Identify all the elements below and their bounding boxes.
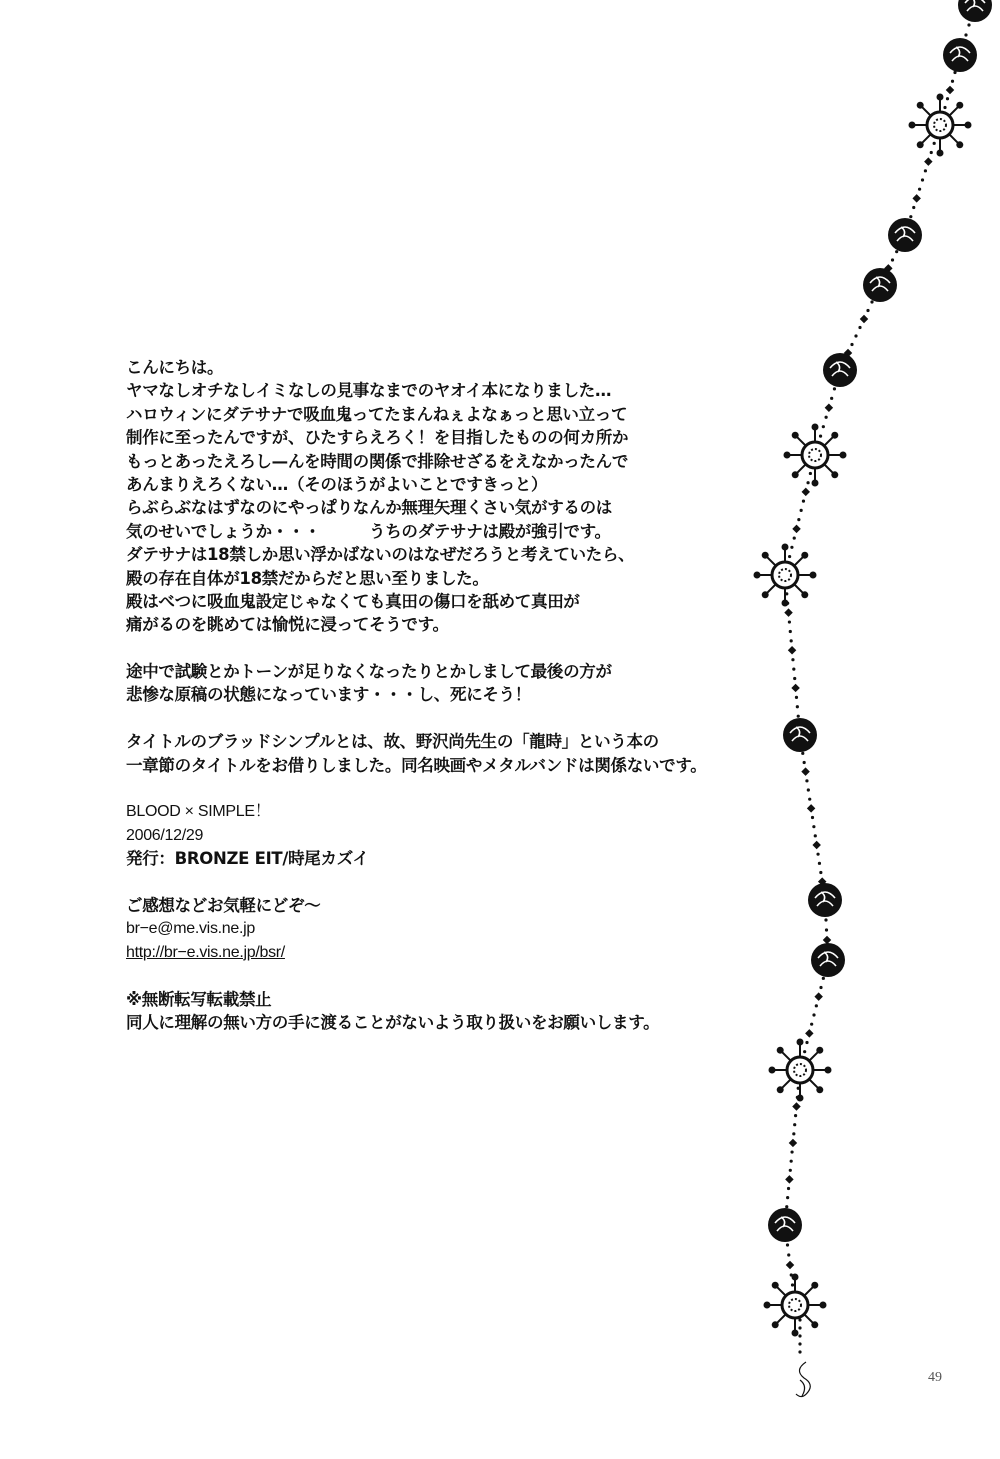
snowflake-tip <box>820 1302 827 1309</box>
snowflake-tip <box>801 591 808 598</box>
chain-dot <box>812 825 815 828</box>
chain-dot <box>807 788 810 791</box>
chain-diamond <box>789 1139 797 1147</box>
chain-dot <box>793 677 796 680</box>
snowflake-tip <box>956 141 963 148</box>
chain-dot <box>854 334 857 337</box>
snowflake-tip <box>909 122 916 129</box>
snowflake-tip <box>831 471 838 478</box>
chain-diamond <box>788 646 796 654</box>
chain-diamond <box>860 315 868 323</box>
afterword-line: ヤマなしオチなしイミなしの見事なまでのヤオイ本になりました… <box>126 381 612 401</box>
afterword-line: こんにちは。 <box>126 358 224 377</box>
rose-icon <box>783 718 817 752</box>
chain-dot <box>825 416 828 419</box>
chain-diamond <box>805 1029 813 1037</box>
snowflake-tip <box>782 600 789 607</box>
chain-dot <box>924 169 927 172</box>
snowflake-tip <box>811 1282 818 1289</box>
chain-dot <box>795 696 798 699</box>
snowflake-tip <box>811 1321 818 1328</box>
chain-dot <box>918 188 921 191</box>
snowflake-tip <box>782 544 789 551</box>
snowflake-tip <box>762 591 769 598</box>
chain-dot <box>788 555 791 558</box>
snowflake-icon <box>927 112 953 138</box>
chain-diamond <box>792 525 800 533</box>
chain-diamond <box>807 804 815 812</box>
snowflake-tip <box>831 432 838 439</box>
snowflake-tip <box>825 1067 832 1074</box>
snowflake-tip <box>792 471 799 478</box>
afterword-line: 殿の存在自体が18禁だからだと思い至りました。 <box>126 568 489 588</box>
chain-dot <box>909 215 912 218</box>
afterword-line: タイトルのブラッドシンプルとは、故、野沢尚先生の「龍時」という本の <box>126 732 659 752</box>
snowflake-tip <box>937 94 944 101</box>
snowflake-tip <box>777 1086 784 1093</box>
chain-dot <box>797 518 800 521</box>
chain-dot <box>808 798 811 801</box>
afterword-line: 制作に至ったんですが、ひたすらえろく！を目指したものの何カ所か <box>126 428 629 448</box>
afterword-line: ダテサナは18禁しか思い浮かばないのはなぜだろうと考えていたら、 <box>126 545 635 565</box>
afterword-line: ハロウィンにダテサナで吸血鬼ってたまんねぇよなぁっと思い立って <box>126 404 628 424</box>
snowflake-tip <box>772 1321 779 1328</box>
chain-dot <box>803 1050 806 1053</box>
chain-dot <box>798 1350 801 1353</box>
chain-dot <box>805 779 808 782</box>
copyright-notice-heading: ※無断転写転載禁止 <box>126 989 272 1009</box>
chain-dot <box>930 151 933 154</box>
chain-dot <box>802 500 805 503</box>
snowflake-tip <box>792 1330 799 1337</box>
snowflake-tip <box>777 1047 784 1054</box>
chain-dot <box>946 97 949 100</box>
rose-icon <box>808 883 842 917</box>
chain-dot <box>798 1326 801 1329</box>
chain-diamond <box>823 936 831 944</box>
chain-diamond <box>791 684 799 692</box>
chain-dot <box>967 23 970 26</box>
snowflake-tip <box>816 1047 823 1054</box>
chain-dot <box>789 630 792 633</box>
snowflake-tip <box>772 1282 779 1289</box>
chain-dot <box>964 33 967 36</box>
copyright-notice-body: 同人に理解の無い方の手に渡ることがないよう取り扱いをお願いします。 <box>126 1012 660 1032</box>
snowflake-tip <box>956 102 963 109</box>
chain-dot <box>803 761 806 764</box>
snowflake-tip <box>797 1095 804 1102</box>
chain-dot <box>912 206 915 209</box>
book-title: BLOOD × SIMPLE！ <box>126 803 271 821</box>
snowflake-tip <box>937 150 944 157</box>
chain-dot <box>810 1023 813 1026</box>
page-number: 49 <box>928 1370 942 1385</box>
chain-diamond <box>784 608 792 616</box>
chain-dot <box>819 435 822 438</box>
chain-dot <box>833 387 836 390</box>
snowflake-tip <box>917 141 924 148</box>
chain-dot <box>790 639 793 642</box>
chain-dot <box>790 546 793 549</box>
feedback-prompt: ご感想などお気軽にどぞ～ <box>126 895 321 915</box>
snowflake-tip <box>810 572 817 579</box>
chain-dot <box>790 1160 793 1163</box>
chain-diamond <box>801 767 809 775</box>
rose-icon <box>888 218 922 252</box>
chain-dot <box>951 80 954 83</box>
chain-dot <box>797 715 800 718</box>
rose-icon <box>943 38 977 72</box>
contact-email: br−e@me.vis.ne.jp <box>126 920 255 938</box>
snowflake-tip <box>792 432 799 439</box>
afterword-line: 悲惨な原稿の状態になっています・・・し、死にそう！ <box>126 685 532 705</box>
publisher: 発行：BRONZE EIT/時尾カズイ <box>126 849 369 869</box>
rose-icon <box>768 1208 802 1242</box>
chain-dot <box>895 250 898 253</box>
chain-dot <box>822 977 825 980</box>
snowflake-tip <box>762 552 769 559</box>
chain-dot <box>801 752 804 755</box>
chain-dot <box>798 1318 801 1321</box>
chain-dot <box>819 871 822 874</box>
afterword-line: らぶらぶなはずなのにやっぱりなんか無理矢理くさい気がするのは <box>126 498 613 518</box>
chain-diamond <box>802 488 810 496</box>
chain-diamond <box>912 194 920 202</box>
chain-dot <box>811 816 814 819</box>
chain-dot <box>791 658 794 661</box>
chain-dot <box>830 397 833 400</box>
chain-dot <box>786 1196 789 1199</box>
chain-dot <box>816 853 819 856</box>
chain-dot <box>788 620 791 623</box>
chain-dot <box>798 1342 801 1345</box>
chain-dot <box>809 472 812 475</box>
chain-dot <box>785 1205 788 1208</box>
chain-dot <box>792 1132 795 1135</box>
chain-dot <box>943 106 946 109</box>
snowflake-tip <box>801 552 808 559</box>
chain-dot <box>824 918 827 921</box>
afterword-line: 途中で試験とかトーンが足りなくなったりとかしまして最後の方が <box>126 662 612 682</box>
chain-dot <box>814 834 817 837</box>
chain-diamond <box>792 1102 800 1110</box>
rose-icon <box>823 353 857 387</box>
snowflake-tip <box>764 1302 771 1309</box>
afterword-text <box>126 356 726 1034</box>
chain-dot <box>815 1004 818 1007</box>
afterword-line: 気のせいでしょうか・・・ うちのダテサナは殿が強引です。 <box>126 521 611 541</box>
chain-dot <box>806 481 809 484</box>
chain-dot <box>798 1334 801 1337</box>
chain-diamond <box>924 157 932 165</box>
afterword-line: 一章節のタイトルをお借りしました。同名映画やメタルバンドは関係ないです。 <box>126 755 707 775</box>
rose-icon <box>811 943 845 977</box>
rose-icon <box>863 268 897 302</box>
chain-dot <box>933 142 936 145</box>
chain-dot <box>866 309 869 312</box>
chain-dot <box>793 1123 796 1126</box>
chain-dot <box>796 705 799 708</box>
flourish-ornament <box>796 1362 810 1397</box>
chain-dot <box>818 862 821 865</box>
snowflake-tip <box>797 1039 804 1046</box>
chain-diamond <box>812 841 820 849</box>
snowflake-tip <box>812 480 819 487</box>
snowflake-icon <box>772 562 798 588</box>
chain-diamond <box>825 404 833 412</box>
chain-dot <box>870 300 873 303</box>
chain-dot <box>793 536 796 539</box>
chain-dot <box>850 343 853 346</box>
chain-dot <box>791 1283 794 1286</box>
snowflake-tip <box>754 572 761 579</box>
chain-dot <box>792 668 795 671</box>
afterword-line: 殿はべつに吸血鬼設定じゃなくても真田の傷口を舐めて真田が <box>126 591 580 611</box>
snowflake-tip <box>769 1067 776 1074</box>
snowflake-tip <box>812 424 819 431</box>
chain-dot <box>800 509 803 512</box>
snowflake-tip <box>792 1274 799 1281</box>
snowflake-icon <box>782 1292 808 1318</box>
afterword-line: あんまりえろくない…（そのほうがよいことですきっと） <box>126 474 548 494</box>
afterword-line: もっとあったえろし—んを時間の関係で排除せざるをえなかったんで <box>126 451 629 471</box>
chain-dot <box>790 1150 793 1153</box>
snowflake-tip <box>917 102 924 109</box>
snowflake-tip <box>840 452 847 459</box>
chain-diamond <box>946 86 954 94</box>
chain-dot <box>891 258 894 261</box>
chain-dot <box>787 1187 790 1190</box>
chain-dot <box>789 1169 792 1172</box>
chain-dot <box>921 178 924 181</box>
chain-dot <box>805 1041 808 1044</box>
snowflake-icon <box>787 1057 813 1083</box>
chain-dot <box>819 986 822 989</box>
chain-dot <box>794 1114 797 1117</box>
chain-dot <box>812 1013 815 1016</box>
website-link[interactable]: http://br−e.vis.ne.jp/bsr/ <box>126 943 285 961</box>
publish-date: 2006/12/29 <box>126 826 204 844</box>
chain-dot <box>822 425 825 428</box>
chain-dot <box>787 1253 790 1256</box>
snowflake-tip <box>816 1086 823 1093</box>
chain-dot <box>786 1243 789 1246</box>
snowflake-icon <box>802 442 828 468</box>
chain-dot <box>825 928 828 931</box>
chain-diamond <box>814 992 822 1000</box>
chain-dot <box>858 326 861 329</box>
chain-diamond <box>785 1175 793 1183</box>
afterword-line: 痛がるのを眺めては愉悦に浸ってそうです。 <box>126 615 449 635</box>
chain-diamond <box>786 1261 794 1269</box>
snowflake-tip <box>965 122 972 129</box>
snowflake-tip <box>784 452 791 459</box>
